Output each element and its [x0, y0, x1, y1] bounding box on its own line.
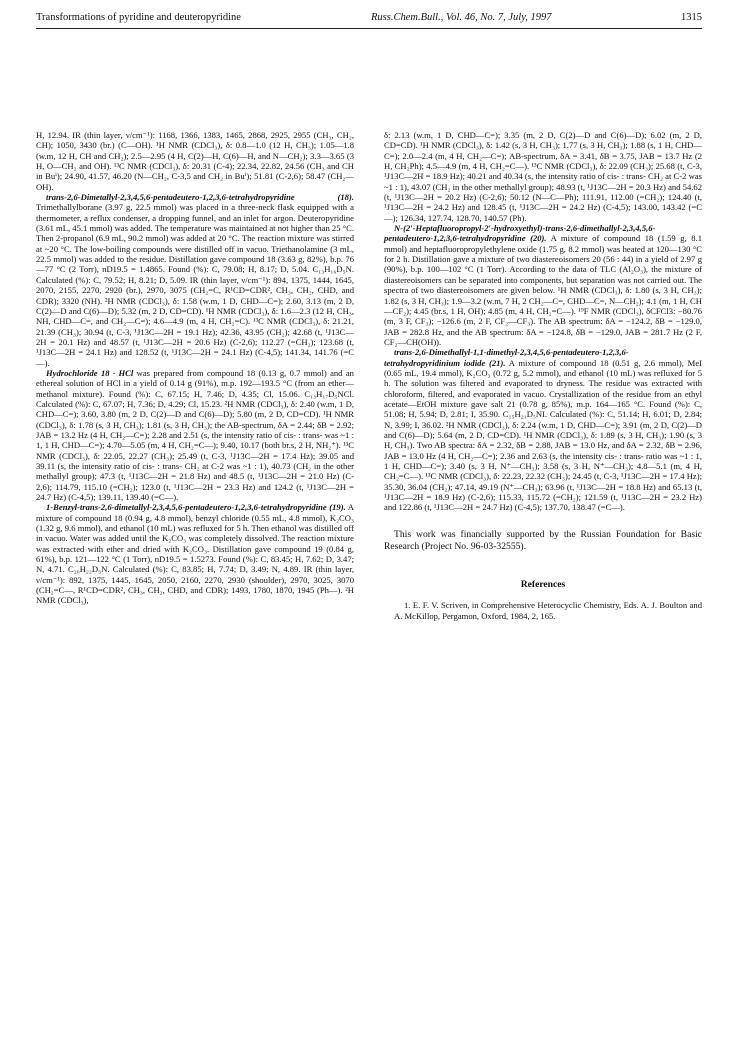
right-column [384, 130, 702, 621]
compound-19-title: 1-Benzyl-trans-2,6-dimetallyl-2,3,4,5,6-pentadeutero-1,2,3,6-tetrahydropyridine (19). [46, 502, 346, 513]
hydrochloride-paragraph [36, 368, 354, 502]
page-number: 1315 [681, 12, 702, 23]
compound-20-paragraph [384, 223, 702, 347]
reference-item: 1. E. F. V. Scriven, in Comprehensive Heterocyclic Chemistry, Eds. A. J. Boulton and A. McKillop, Pergamon, Oxford, 1984, 2, 165. [394, 600, 702, 621]
acknowledgement: This work was financially supported by the Russian Foundation for Basic Research (Project No. 96-03-32555). [384, 528, 702, 553]
compound-19-paragraph [36, 502, 354, 605]
hydrochloride-title: Hydrochloride 18 · HCl [46, 367, 134, 378]
compound-18-paragraph [36, 192, 354, 368]
compound-20-title: N-(2′-Heptafluoropropyl-2′-hydroxyethyl)-trans-2,6-dimethallyl-2,3,4,5,6-pentadeutero-1,2,3,6-tetrahydropyridine (20). [384, 223, 656, 244]
running-header [36, 12, 702, 29]
nmr-data-paragraph: H, 12.94. IR (thin layer, ν/cm⁻¹): 1168, 1366, 1383, 1465, 2868, 2925, 2955 (CH₃, CH₂, CH); 1050, 3430 (br.) (C—OH). ¹H NMR (CDCl₃), δ: 0.8—1.0 (12 H, CH₃); 1.05—1.8 (w.m, 12 H, CH and CH₂); 2.5—2.95 (4 H, C(2)—H, C(6)—H, and N—CH₂); 3.3—3.65 (3 H, O—CH₂ and OH). ¹³C NMR (CDCl₃), δ: 20.31 (C-4); 22.34, 22.82, 24.56 (CH₃ and CH in Buⁱ); 24.90, 41.57, 46.20 (N—CH₂, C-3,5 and CH₂ in Buⁱ); 51.81 (C-2,6); 58.47 (CH₂—OH). [36, 130, 354, 192]
hydrochloride-body: was prepared from compound 18 (0.13 g, 0.7 mmol) and an ethereal solution of HCl in a yield of 0.14 g (91%), m.p. 192—193.5 °C (from an ether—methanol mixture). Found (%): C, 67.15; H, 7.46; D, 4.35; Cl, 15.06. C₁₃H₁₇D₅NCl. Calculated (%): C, 67.07; H, 7.36; D, 4.29; Cl, 15.23. ²H NMR (CDCl₃), δ: 2.40 (w.m, 1 D, CHD—C=); 3.60, 3.80 (m, 2 D, C(2)—D and C(6)—D); 5.80 (m, 2 D, CD=CD). ¹H NMR (CDCl₃), δ: 1.78 (s, 3 H, CH₃); 1.81 (s, 3 H, CH₃); the AB-spectrum, δA = 2.44; δB = 2.92; JAB = 13.2 Hz (4 H, CH₂—C=); 2.28 and 2.51 (s, the intensity ratio of cis- : trans- was ~1 : 1, 1 H, CHD—C=); 4.70—5.05 (m, 4 H, CH₂=C—); 9.40, 10.17 (both br.s, 2 H, NH₂⁺). ¹³C NMR (CDCl₃), δ: 22.05, 22.27 (CH₃); 25.49 (t, C-3, ¹J13C—2H = 17.4 Hz); 39.05 and 39.11 (s, the intensity ratio of cis- : trans- CH₂ at C-2 was ~1 : 1), 40.73 (CH₂ in the other methallyl group); 47.3 (t, ¹J13C—2H = 21.8 Hz) and 48.5 (t, ¹J13C—2H = 21.0 Hz) (C-2,6); 114.79, 115.10 (=CH₂); 123.0 (t, ¹J13C—2H = 23.3 Hz) and 124.2 (t, ¹J13C—2H = 24.7 Hz) (C-4,5); 139.11, 139.40 (=C—). [36, 367, 354, 503]
compound-21-title: trans-2,6-Dimethallyl-1,1-dimethyl-2,3,4,5,6-pentadeutero-1,2,3,6-tetrahydropyridinium iodide (21). [384, 347, 629, 368]
compound-21-paragraph [384, 347, 702, 513]
running-title: Transformations of pyridine and deuteropyridine [36, 12, 241, 23]
journal-citation: Russ.Chem.Bull., Vol. 46, No. 7, July, 1997 [371, 12, 552, 23]
compound-21-body: A mixture of compound 18 (0.51 g, 2.6 mmol), MeI (0.65 mL, 19.4 mmol), K₂CO₃ (0.72 g, 5.2 mmol), and ethanol (10 mL) was refluxed for 5 h. The solution was filtered and evaporated to dryness. The residue was extracted with chloroform, filtered, and evaporated in vacuo. Crystallization of the residue from an ethyl acetate—EtOH mixture gave salt 21 (0.78 g, 85%), m.p. 164—165 °C. Found (%): C, 51.08; H, 5.94; D, 2.81; I, 35.90. C₁₅H₂₁D₅NI. Calculated (%): C, 51.14; H, 6.01; D, 2.84; N, 3.99; I, 36.02. ²H NMR (CDCl₃), δ: 2.24 (w.m, 1 D, CHD—C=); 3.91 (m, 2 D, C(2)—D and C(6)—D); 5.64 (m, 2 D, CD=CD). ¹H NMR (CDCl₃), δ: 1.89 (s, 3 H, CH₃); 1.90 (s, 3 H, CH₃). Two AB spectra: δA = 2.32, δB = 2.88, JAB = 13.0 Hz, and δA = 2.32, δB = 2.96, JAB = 13.0 Hz (4 H, CH₂—C=); 2.36 and 2.63 (s, the intensity cis- : trans- ratio was ~1 : 1, 1 H, CHD—C=); 3.40 (s, 3 H, N⁺—CH₃); 3.58 (s, 3 H, N⁺—CH₃); 4.8—5.1 (m, 4 H, CH₂=C—). ¹³C NMR (CDCl₃), δ: 22.23, 22.32 (CH₃); 24.45 (t, C-3, ¹J13C—2H = 17.4 Hz); 35.30, 36.04 (CH₂); 47.14, 49.19 (N⁺—CH₃); 63.96 (t, ¹J13C—2H = 18.8 Hz) and 65.13 (t, ¹J13C—2H = 18.9 Hz) (C-2,6); 115.33, 115.72 (=CH₂); 121.59 (t, ¹J13C—2H = 23.2 Hz) and 122.86 (t, ¹J13C—2H = 24.7 Hz) (C-4,5); 137.70, 138.47 (=C—). [384, 357, 702, 513]
compound-19-nmr-paragraph: δ: 2.13 (w.m, 1 D, CHD—C=); 3.35 (m, 2 D, C(2)—D and C(6)—D); 6.02 (m, 2 D, CD=CD). ¹H NMR (CDCl₃), δ: 1.42 (s, 3 H, CH₃); 1.77 (s, 3 H, CH₃); 1.88 (s, 1 H, CHD—C=); 2.0—2.4 (m, 4 H, CH₂—C=); AB-spectrum, δA = 3.41, δB = 3.75, JAB = 13.7 Hz (2 H, CH₂Ph); 4.5—4.9 (m, 4 H, CH₂=C—). ¹³C NMR (CDCl₃), δ: 22.09 (CH₃); 25.68 (t, C-3, ¹J13C—2H = 18.9 Hz); 40.21 and 40.34 (s, the intensity ratio of cis- : trans- CH₂ at C-2 was ~1 : 1), 43.07 (CH₂ in the other methallyl group); 48.93 (t, ¹J13C—2H = 20.3 Hz) and 54.62 (t, ¹J13C—2H = 20.2 Hz) (C-2,6); 50.12 (N—C—Ph); 111.91, 112.00 (=CH₂); 124.40 (t, ¹J13C—2H = 24.2 Hz) and 128.45 (t, ¹J13C—2H = 24.2 Hz) (C-4,5); 143.00, 143.42 (=C—); 126.34, 127.74, 128.70, 140.57 (Ph). [384, 130, 702, 223]
compound-18-body: Trimethallylborane (3.97 g, 22.5 mmol) was placed in a three-neck flask equipped with a thermometer, a reflux condenser, a dropping funnel, and an inlet for argon. Deuteropyridine (3.61 mL, 45.1 mmol) was added. The temperature was maintained at not higher than 25 °C. Then 2-propanol (6.9 mL, 90.2 mmol) was added at 20 °C. The reaction mixture was stirred at ~20 °C. The low-boiling compounds were distilled off in vacuo. Triethanolamine (3 mL, 22.5 mmol) was added to the residue. Distillation gave compound 18 (3.63 g, 82%), b.p. 76—77 °C (2 Torr), nD19.5 = 1.4865. Found (%): C, 79.08; H, 8.17; D, 5.04. C₁₃H₁₆D₅N. Calculated (%): C, 79.52; H, 8.21; D, 5.09. IR (thin layer, ν/cm⁻¹): 894, 1375, 1444, 1645, 2070, 2155, 2270, 2920 (br.), 2970, 3075 (CH₂=C, R¹CD=CDR², CH₃, CH₂, CHD, and CDR); 3320 (NH). ²H NMR (CDCl₃), δ: 1.58 (w.m, 1 D, CHD—C=); 2.60, 3.13 (m, 2 D, C(2)—D and C(6)—D); 5.32 (m, 2 D, CD=CD). ¹H NMR (CDCl₃), δ: 1.6—2.3 (12 H, CH₃, NH, CHD—C=, and CH₂—C=); 4.6—4.9 (m, 4 H, CH₂=C). ¹³C NMR (CDCl₃), δ: 21.21, 21.39 (CH₃); 30.94 (t, C-3, ¹J13C—2H = 19.1 Hz); 42.36, 43.95 (CH₂); 42.68 (t, ¹J13C—2H = 20.1 Hz) and 48.57 (t, ¹J13C—2H = 20.6 Hz) (C-2,6); 112.27 (=CH₂); 123.68 (t, ¹J13C—2H = 24.1 Hz) and 128.52 (t, ¹J13C—2H = 24.1 Hz) (C-4,5); 141.34, 141.76 (=C—). [36, 202, 354, 368]
references-heading: References [520, 578, 566, 590]
compound-19-body: A mixture of compound 18 (0.94 g, 4.8 mmol), benzyl chloride (0.55 mL, 4.8 mmol), K₂CO₃ (1.32 g, 9.6 mmol), and ethanol (10 mL) was refluxed for 5 h. Then ethanol was distilled off in vacuo. Water was added until the K₂CO₃ was completely dissolved. The reaction mixture was extracted with ether and dried with K₂CO₃. Distillation gave compound 19 (0.84 g, 61%), b.p. 121—122 °C (1 Torr), nD19.5 = 1.5273. Found (%): C, 83.45; H, 7.62; D, 3.47; N, 4.71. C₂₀H₂₂D₅N. Calculated (%): C, 83.85; H, 7.74; D, 3.49; N, 4.89. IR (thin layer, ν/cm⁻¹): 892, 1375, 1445, 1645, 2050, 2160, 2270, 2930 (shoulder), 2970, 3025, 3070 (CH₂=C—, R¹CD=CDR², CH₃, CH₂, CHD, and CDR); 1493, 1780, 1870, 1945 (Ph—). ²H NMR (CDCl₃), [36, 502, 354, 606]
left-column [36, 130, 354, 606]
compound-20-body: A mixture of compound 18 (1.59 g, 8.1 mmol) and heptafluoropropylethylene oxide (1.75 g, 8.2 mmol) was heated at 120—130 °C for 2 h. Distillation gave a mixture of two diastereoisomers 20 (56 : 44) in a yield of 2.97 g (90%), b.p. 100—102 °C (1 Torr). According to the data of TLC (Al₂O₃), the mixture of diastereoisomers can be separated into components, but separation was not carried out. The spectra of two diastereoisomers are given below. ¹H NMR (CDCl₃), δ: 1.80 (s, 3 H, CH₃); 1.82 (s, 3 H, CH₃); 1.9—3.2 (w.m, 7 H, 2 CH₂—C=, CHD—C=, N—CH₂); 4.1 (m, 1 H, CH—CF₂); 4.45 (br.s, 1 H, OH); 4.85 (m, 4 H, CH₂=C—). ¹⁹F NMR (CDCl₃), δCFCl3: −80.76 (m, 3 F, CF₃); −126.6 (m, 2 F, CF₂—CF₃). The AB spectrum: δA = −124.2, δB = −129.0, JAB = 282.8 Hz, and the AB spectrum: δA = −124.8, δB = −129.0, JAB = 281.7 Hz (2 F, CF₂—CH(OH)). [384, 233, 702, 347]
compound-18-title: trans-2,6-Dimetallyl-2,3,4,5,6-pentadeutero-1,2,3,6-tetrahydropyridine (18). [46, 192, 354, 203]
